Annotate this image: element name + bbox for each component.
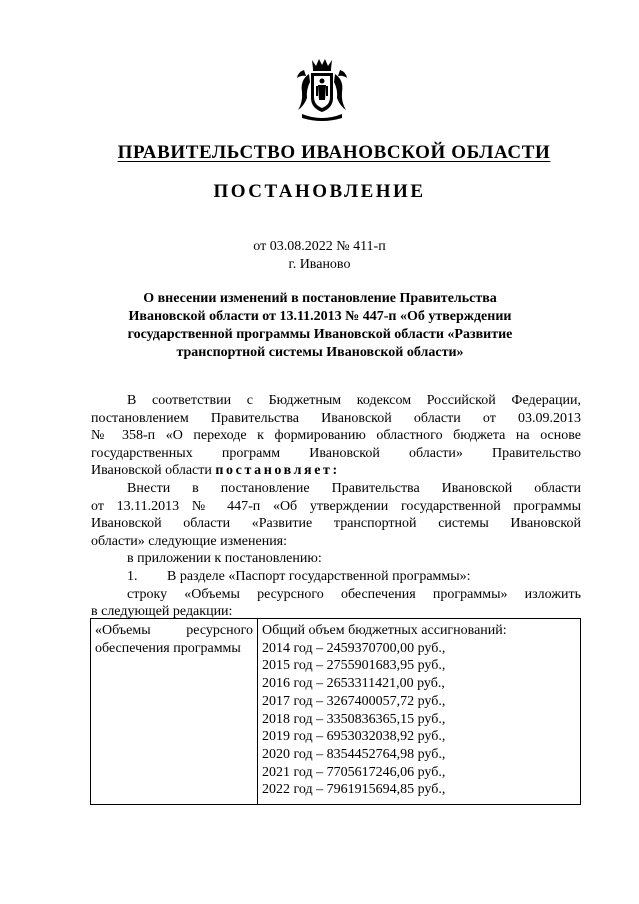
subject-line: транспортной системы Ивановской области» xyxy=(176,345,464,360)
table-cell-label xyxy=(91,619,258,805)
subject-line: Ивановской области от 13.11.2013 № 447-п «Об утверждении xyxy=(128,309,512,324)
cell-line: 2016 год – 2653311421,00 руб., xyxy=(262,676,445,692)
list-item-text: В разделе «Паспорт государственной программы»: xyxy=(167,568,471,584)
cell-line: 2022 год – 7961915694,85 руб., xyxy=(262,782,446,798)
cell-line: «Объемы ресурсного xyxy=(95,623,253,638)
paragraph-line xyxy=(91,462,581,480)
resource-table xyxy=(90,618,581,805)
paragraph-line: № 358-п «О переходе к формированию областного бюджета на основе xyxy=(91,428,581,444)
cell-line: 2020 год – 8354452764,98 руб., xyxy=(262,746,446,762)
document-subject xyxy=(120,290,520,362)
organization-title: ПРАВИТЕЛЬСТВО ИВАНОВСКОЙ ОБЛАСТИ xyxy=(117,142,551,163)
paragraph-line: от 13.11.2013 № 447-п «Об утверждении государственной программы xyxy=(91,498,581,514)
city-line: г. Иваново xyxy=(288,257,351,272)
coat-of-arms-icon xyxy=(294,56,350,124)
table-cell-values xyxy=(258,619,581,805)
paragraph-line: Ивановской области «Развитие транспортной системы Ивановской xyxy=(91,516,581,532)
date-number-line: от 03.08.2022 № 411-п xyxy=(253,239,386,254)
list-item-number: 1. xyxy=(127,568,138,584)
paragraph-line: строку «Объемы ресурсного обеспечения программы» изложить xyxy=(127,586,581,602)
list-item xyxy=(91,568,581,586)
cell-line: обеспечения программы xyxy=(95,640,241,656)
cell-line: 2017 год – 3267400057,72 руб., xyxy=(262,693,446,709)
cell-line: 2018 год – 3350836365,15 руб., xyxy=(262,711,446,727)
paragraph-line: государственных программ Ивановской области» Правительство xyxy=(91,445,581,461)
paragraph-line: в приложении к постановлению: xyxy=(127,551,322,567)
subject-line: О внесении изменений в постановление Правительства xyxy=(143,291,497,306)
paragraph-line: В соответствии с Бюджетным кодексом Российской Федерации, xyxy=(127,393,581,408)
cell-line: Общий объем бюджетных ассигнований: xyxy=(262,623,507,638)
table-row xyxy=(91,619,581,805)
subject-line: государственной программы Ивановской области «Развитие xyxy=(127,327,513,342)
paragraph-line: Внести в постановление Правительства Ивановской области xyxy=(127,480,581,496)
cell-line: 2021 год – 7705617246,06 руб., xyxy=(262,764,446,780)
cell-line: 2014 год – 2459370700,00 руб., xyxy=(262,640,446,656)
document-type-heading: ПОСТАНОВЛЕНИЕ xyxy=(213,181,426,202)
paragraph-line: постановлением Правительства Ивановской области от 03.09.2013 xyxy=(91,410,581,426)
cell-line: 2019 год – 6953032038,92 руб., xyxy=(262,729,446,745)
document-body xyxy=(91,392,581,621)
paragraph-line: в следующей редакции: xyxy=(91,604,233,620)
decree-word: постановляет: xyxy=(215,463,340,479)
cell-line: 2015 год – 2755901683,95 руб., xyxy=(262,658,446,674)
paragraph-line: области» следующие изменения: xyxy=(91,533,288,549)
paragraph-fragment: Ивановской области xyxy=(91,463,212,479)
